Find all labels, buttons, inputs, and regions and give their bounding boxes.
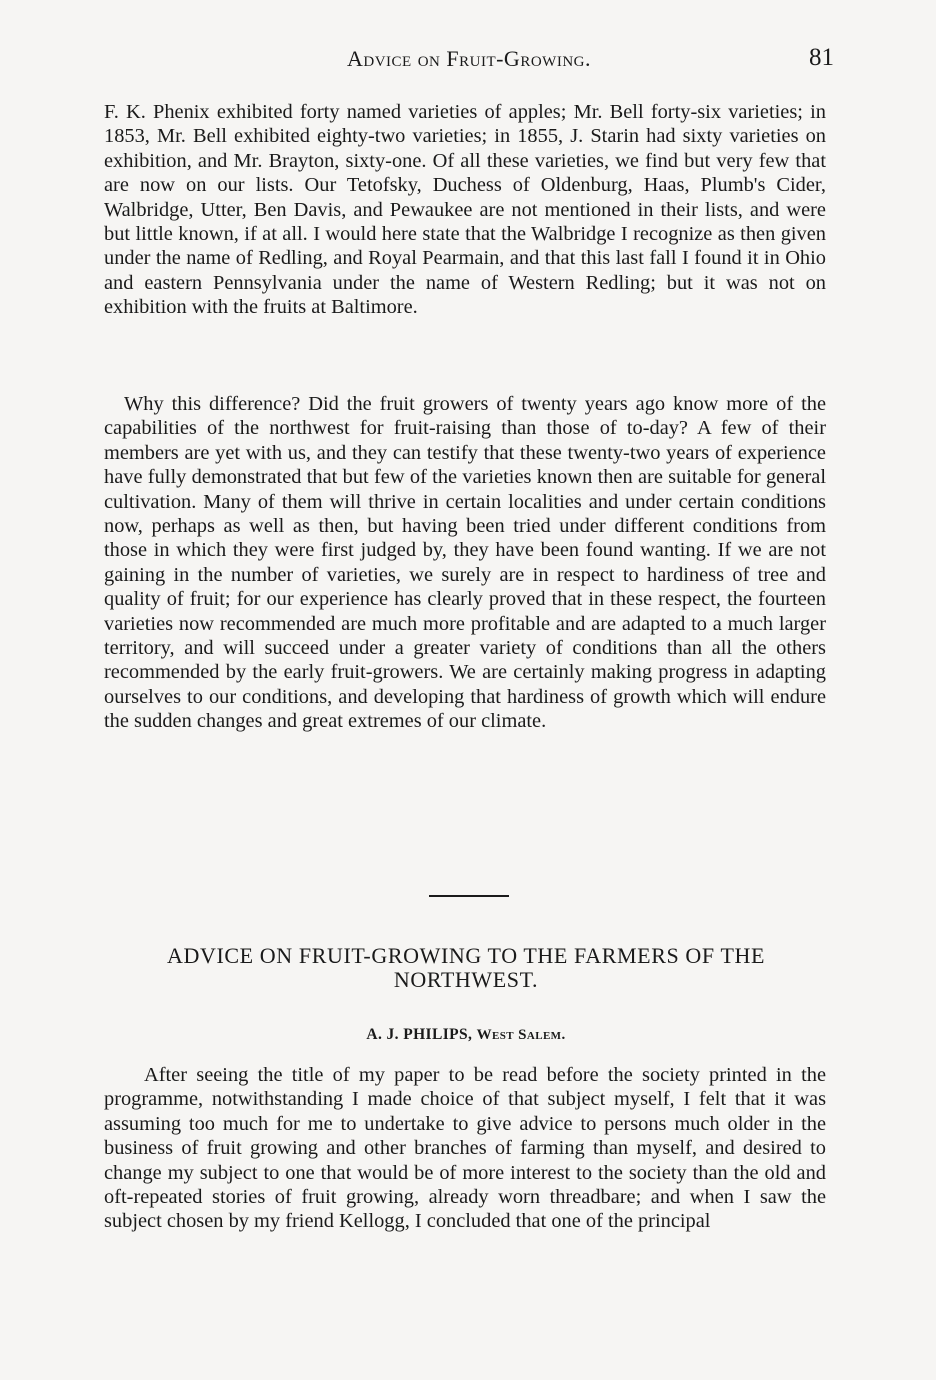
author-place: West Salem. [476,1027,566,1043]
paragraph-article-opening: After seeing the title of my paper to be read before the society printed in the programme, notwithstanding I made choice of that subject myself, I felt that it was assuming too much for me to undertake to give advice to persons much older in the business of fruit growing and other branches of farming than myself, and desired to change my subject to one that would be of more interest to the society than the old and oft-repeated stories of fruit growing, already worn threadbare; and when I saw the subject chosen by my friend Kellogg, I concluded that one of the principal [104,1064,826,1233]
article-title: ADVICE ON FRUIT-GROWING TO THE FARMERS OF THE NORTHWEST. [166,943,766,992]
running-title: Advice on Fruit-Growing. [347,46,591,71]
byline [104,1026,828,1044]
author-name: A. J. PHILIPS, [366,1026,473,1043]
running-head [104,46,834,78]
paragraph-why-this-difference: Why this difference? Did the fruit growers of twenty years ago know more of the capabilities of the northwest for fruit-raising than those of to-day? A few of their members are yet with us, and they can testify that these twenty-two years of experience have fully demonstrated that but few of the varieties known then are suitable for general cultivation. Many of them will thrive in certain localities and under certain conditions now, perhaps as well as then, but having been tried under different conditions from those in which they were first judged by, they have been found wanting. If we are not gaining in the number of varieties, we surely are in respect to hardiness of tree and quality of fruit; for our experience has clearly proved that in these respect, the fourteen varieties now recommended are much more profitable and are adapted to a much larger territory, and will succeed under a greater variety of conditions than all the others recommended by the early fruit-growers. We are certainly making progress in adapting ourselves to our conditions, and developing that hardiness of growth which will endure the sudden changes and great extremes of our climate. [104,393,826,733]
page-number: 81 [809,44,834,71]
section-divider [429,895,509,897]
paragraph-continued: F. K. Phenix exhibited forty named varieties of apples; Mr. Bell forty-six varieties; in 1853, Mr. Bell exhibited eighty-two varieties; in 1855, J. Starin had sixty varieties on exhibition, and Mr. Brayton, sixty-one. Of all these varieties, we find but very few that are now on our lists. Our Tetofsky, Duchess of Oldenburg, Haas, Plumb's Cider, Walbridge, Utter, Ben Davis, and Pewaukee are not mentioned in their lists, and were but little known, if at all. I would here state that the Walbridge I recognize as then given under the name of Redling, and Royal Pearmain, and that this last fall I found it in Ohio and eastern Pennsylvania under the name of Western Redling; but it was not on exhibition with the fruits at Baltimore. [104,101,826,319]
